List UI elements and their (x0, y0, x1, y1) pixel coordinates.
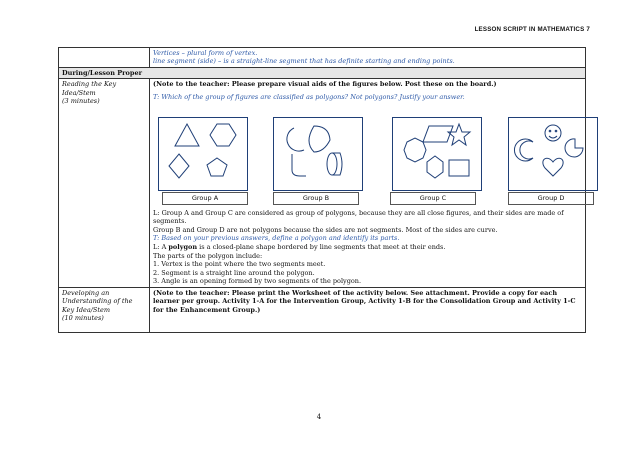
learner-answer-continued: Group B and Group D are not polygons because the sides are not segments. Most of the sides are curve. (153, 225, 498, 234)
section-header: During/Lesson Proper (59, 67, 586, 78)
pie-segment-shape (565, 139, 583, 157)
definition-prefix: L: A (153, 242, 169, 251)
group-a-label: Group A (162, 192, 248, 205)
teacher-note: (Note to the teacher: Please prepare visual aids of the figures below. Post these on the board.) (153, 80, 497, 89)
part-segment: 2. Segment is a straight line around the polygon. (153, 268, 315, 277)
vertices-definition: Vertices – plural form of vertex. (153, 49, 258, 57)
hexagon-shape (210, 124, 236, 146)
group-b-box (273, 117, 363, 191)
parts-intro: The parts of the polygon include: (153, 252, 263, 261)
open-arc-shape (287, 128, 304, 151)
group-c-label: Group C (390, 192, 476, 205)
group-a-box (158, 117, 248, 191)
row2-left-line2: Understanding of the (62, 297, 133, 306)
part-vertex: 1. Vertex is the point where the two segments meet. (153, 260, 326, 269)
definition-term: polygon (168, 242, 198, 251)
group-d-shapes (509, 118, 597, 190)
line-segment-definition: line segment (side) – is a straight-line segment that has definite starting and ending points. (153, 57, 455, 66)
group-c-box (392, 117, 482, 191)
rectangle-shape (449, 160, 469, 176)
row2-left-line3: Key Idea/Stem (62, 305, 110, 314)
lesson-table (58, 47, 586, 333)
part-angle: 3. Angle is an opening formed by two segments of the polygon. (153, 277, 362, 286)
group-d-label: Group D (508, 192, 594, 205)
pentagon-shape (207, 158, 227, 176)
curved-corner-shape (292, 154, 306, 176)
rhombus-shape (169, 154, 189, 178)
smiley-face-shape (545, 125, 561, 141)
smiley-eye-left (549, 130, 551, 132)
teacher-question: T: Which of the group of figures are classified as polygons? Not polygons? Justify your answer. (153, 92, 465, 101)
row1-left-line3: (3 minutes) (62, 97, 100, 106)
group-c-shapes (393, 118, 481, 190)
developing-understanding-row (59, 287, 586, 332)
row1-left-line2: Idea/Stem (62, 88, 96, 97)
group-d-box (508, 117, 598, 191)
figure-groups (153, 105, 582, 207)
section-header-row (59, 67, 586, 78)
parallelogram-shape (423, 126, 453, 142)
definitions-row (59, 48, 586, 68)
row2-left-line4: (10 minutes) (62, 313, 104, 322)
star-shape (448, 124, 470, 145)
reading-key-idea-row (59, 79, 586, 287)
definition-rest: is a closed-plane shape bordered by line segments that meet at their ends. (197, 242, 446, 251)
page-number: 4 (316, 413, 322, 421)
group-b-shapes (274, 118, 362, 190)
triangle-shape (175, 124, 199, 146)
group-b-label: Group B (273, 192, 359, 205)
polygon-definition (153, 243, 582, 251)
teacher-question-2: T: Based on your previous answers, define a polygon and identify its parts. (153, 234, 400, 243)
worksheet-note: (Note to the teacher: Please print the Worksheet of the activity below. See attachment. Provide a copy for each learner per group. Activity 1-A for the Intervention Group, Activity 1-B for the Consolidation Group and Activity 1-C for the Enhancement Group.) (153, 288, 576, 314)
row2-left-line1: Developing an (62, 288, 110, 297)
document-header: LESSON SCRIPT IN MATHEMATICS 7 (474, 26, 590, 33)
smiley-mouth (549, 136, 557, 138)
hexagon-c-shape (427, 156, 443, 178)
row1-left-line1: Reading the Key (62, 80, 117, 89)
leaf-shape (309, 126, 330, 152)
smiley-eye-right (555, 130, 557, 132)
learner-answer: L: Group A and Group C are considered as group of polygons, because they are all close figures, and their sides are made of segments. (153, 209, 564, 226)
group-a-shapes (159, 118, 247, 190)
heart-shape (543, 158, 563, 176)
cylinder-end-shape (327, 153, 337, 175)
crescent-moon-shape (514, 139, 533, 161)
